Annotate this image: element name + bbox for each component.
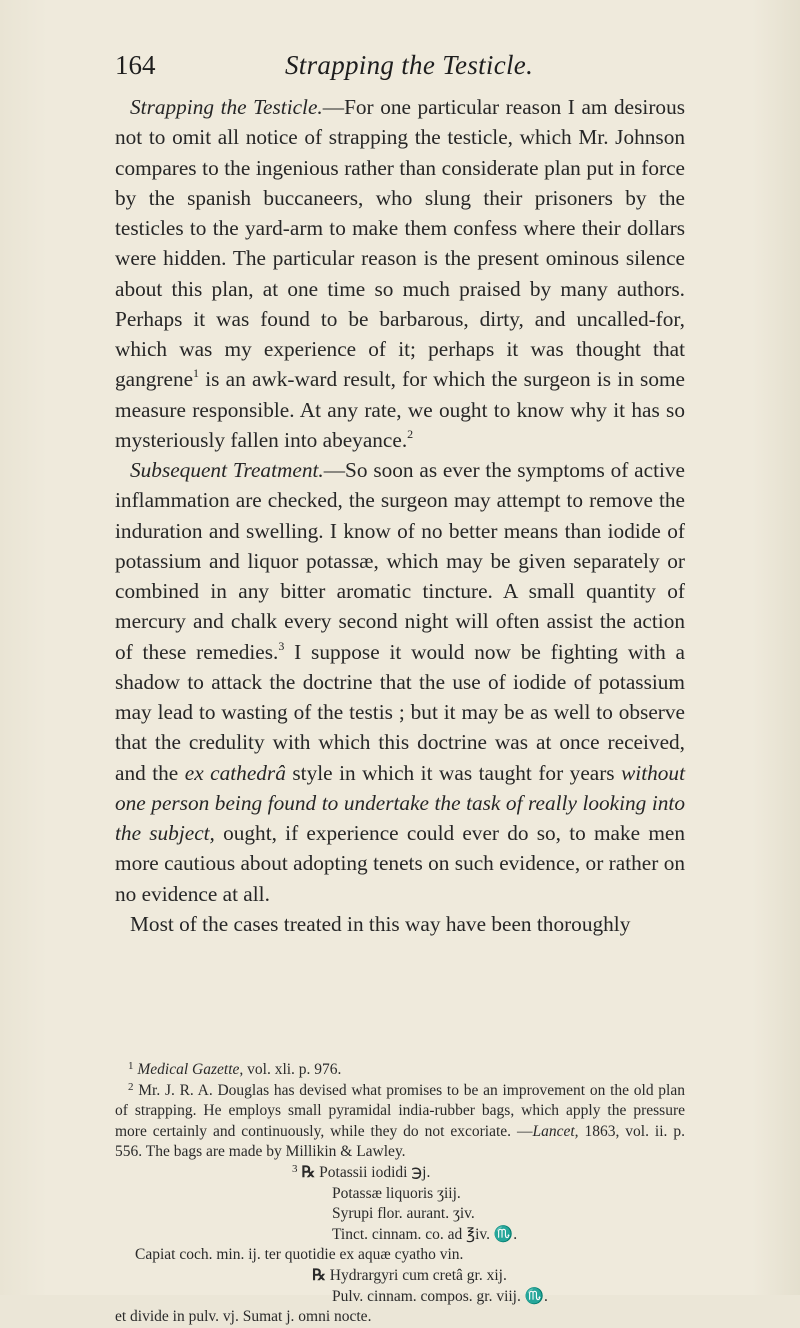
paragraph-text: —For one particular reason I am desirous not to omit all notice of strapping the testicle, which Mr. Johnson compares to the ingenious rather than considerate plan put in force by the spanish buccaneers, who slung their prisoners by the testicles to the yard-arm to make them confess where their dollars were hidden. The particular reason is the present ominous silence about this plan, at one time so much praised by many authors. Perhaps it was found to be barbarous, dirty, and uncalled-for, which was my experience of it; perhaps it was thought that gangrene [115,95,686,392]
footnote-source: Medical Gazette, [137,1061,244,1078]
footnote-ref-3: 3 [278,638,285,653]
footnote-1 [115,1060,685,1081]
paragraph-most-cases: Most of the cases treated in this way have been thoroughly [130,911,631,936]
footnotes [115,1060,685,1328]
paragraph-strapping [115,92,685,455]
rx-line-5: Capiat coch. min. ij. ter quotidie ex aquæ cyatho vin. [135,1246,464,1264]
footnote-ref-1: 1 [193,366,200,381]
rx-line-6 [115,1266,685,1287]
footnote-3-prescription [115,1163,685,1328]
emphasis-text: without one person being found to undertake the task of really looking into the subject, [115,760,685,845]
rx-line-3: Syrupi flor. aurant. ʒiv. [332,1205,475,1223]
footnote-mark: 2 [128,1080,134,1093]
paragraph-text: is an awk-ward result, for which the surgeon is in some measure responsible. At any rate, we ought to know why it has so mysteriously fallen into abeyance. [115,367,685,452]
page-number: 164 [115,50,156,80]
footnote-2 [115,1081,685,1163]
rx-line-1 [115,1163,685,1184]
emphasis-text: ex cathedrâ [184,760,286,785]
recipe-symbol-icon: ℞ [312,1266,326,1284]
footnote-text: Mr. J. R. A. Douglas has devised what promises to be an improvement on the old plan of strapping. He employs small pyramidal india-rubber bags, which apply the pressure more certainly and continuously, while they do not excoriate. — [115,1081,685,1140]
footnote-text: 1863, vol. ii. p. 556. The bags are made by Millikin & Lawley. [115,1122,685,1161]
footnote-mark: 1 [128,1060,134,1072]
section-heading-strapping: Strapping the Testicle. [130,95,323,119]
running-head: Strapping the Testicle. [285,50,534,80]
rx-line-4: Tinct. cinnam. co. ad ℥iv. ♏. [332,1225,518,1243]
paragraph-text: I suppose it would now be fighting with a shadow to attack the doctrine that the use of iodide of potassium may lead to wasting of the testis ; but it may be as well to observe that the credulity with which this doctrine was at once received, and the [115,639,685,785]
paragraph-text: ought, if experience could ever do so, to make men more cautious about adopting tenets on such evidence, or rather on no evidence at all. [115,821,685,906]
section-heading-subsequent-treatment: Subsequent Treatment. [130,458,324,482]
body-text [115,92,685,939]
paragraph-text: style in which it was taught for years [285,760,622,785]
paragraph-subsequent-treatment [115,455,685,909]
footnote-source: Lancet, [532,1122,579,1140]
rx-line-7: Pulv. cinnam. compos. gr. viij. ♏. [332,1287,548,1305]
footnote-text: vol. xli. p. 976. [243,1061,342,1078]
footnote-mark: 3 [292,1162,298,1175]
recipe-symbol-icon: ℞ [301,1163,316,1181]
paragraph-text: —So soon as ever the symptoms of active inflammation are checked, the surgeon may attempt to remove the induration and swelling. I know of no better means than iodide of potassium and liquor potassæ, which may be given separately or combined in any bitter aromatic tincture. A small quantity of mercury and chalk every second night will often assist the action of these remedies. [115,458,685,664]
page-header [115,50,675,90]
rx-text: Hydrargyri cum cretâ gr. xij. [329,1266,507,1284]
rx-line-2: Potassæ liquoris ʒiij. [332,1184,461,1202]
rx-line-8: et divide in pulv. vj. Sumat j. omni nocte. [115,1308,372,1326]
footnote-ref-2: 2 [407,426,414,441]
rx-text: Potassii iodidi ℈j. [319,1163,431,1181]
